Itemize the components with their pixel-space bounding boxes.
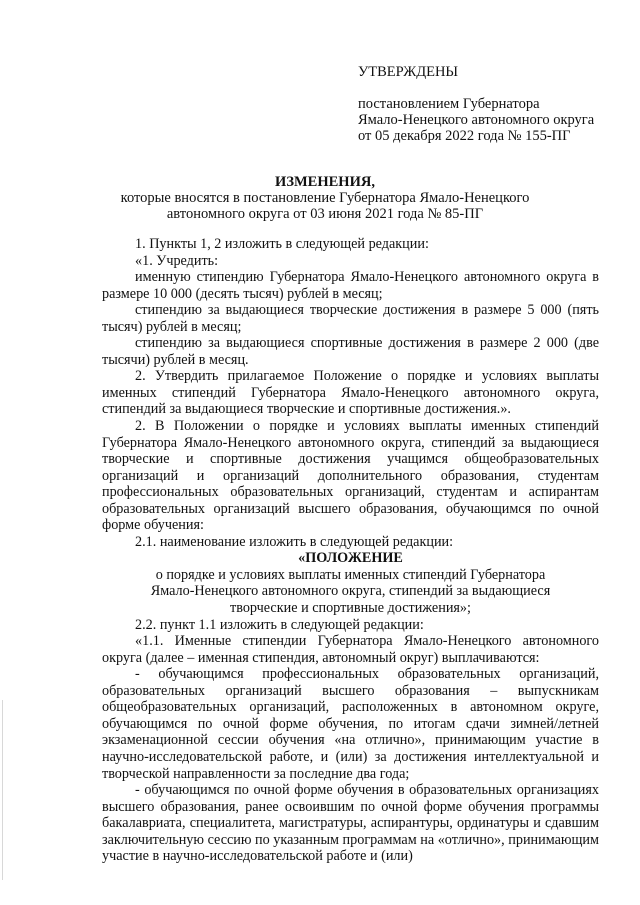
paragraph: 1. Пункты 1, 2 изложить в следующей редакции: — [135, 236, 429, 252]
paragraph: именную стипендию Губернатора Ямало-Ненецкого автономного округа в размере 10 000 (десять тысяч) рублей в месяц; — [102, 269, 599, 302]
paragraph: «1.1. Именные стипендии Губернатора Ямало-Ненецкого автономного округа (далее – именная стипендия, автономный округ) выплачиваются: — [102, 633, 599, 666]
paragraph: 2.1. наименование изложить в следующей редакции: — [135, 533, 454, 550]
paragraph: - обучающимся по очной форме обучения в образовательных организациях высшего образования, ранее освоившим по очной форме обучения программы бакалавриата, специалитета, магистратуры, аспирантуры, ординатуры и сдавшим заключительную сессию по указанным программам на «отлично», принимающим участие в научно-исследовательской работе и (или) — [102, 782, 599, 865]
approval-line: постановлением Губернатора — [358, 96, 540, 112]
paragraph: - обучающимся профессиональных образовательных организаций, образовательных организаций высшего образования – выпускникам общеобразовательных организаций, расположенных в автономном округе, обучающимся по очной форме обучения, по итогам сдачи зимней/летней экзаменационной сессии обучения «на отлично», принимающим участие в научно-исследовательской работе, и (или) за достижения интеллектуальной и творческой направленности за последние два года; — [102, 666, 599, 782]
title-main: ИЗМЕНЕНИЯ, — [275, 174, 375, 190]
paragraph: 2. Утвердить прилагаемое Положение о порядке и условиях выплаты именных стипендий Губернатора Ямало-Ненецкого автономного округа, стипендий за выдающиеся творческие и спортивные достижения.». — [102, 368, 599, 418]
paragraph: «1. Учредить: — [135, 252, 219, 269]
approval-heading: УТВЕРЖДЕНЫ — [358, 64, 459, 80]
position-title-line: творческие и спортивные достижения»; — [230, 600, 471, 617]
title-subtitle-line: автономного округа от 03 июня 2021 года № 85-ПГ — [166, 206, 484, 222]
approval-line: от 05 декабря 2022 года № 155-ПГ — [358, 128, 571, 144]
document-body — [102, 236, 599, 865]
paragraph: стипендию за выдающиеся творческие достижения в размере 5 000 (пять тысяч) рублей в месяц; — [102, 302, 599, 335]
document-title — [60, 174, 590, 222]
title-subtitle-line: которые вносятся в постановление Губернатора Ямало-Ненецкого — [120, 190, 530, 206]
paragraph: 2. В Положении о порядке и условиях выплаты именных стипендий Губернатора Ямало-Ненецкого автономного округа, стипендий за выдающиеся творческие и спортивные достижения учащимся общеобразовательных организаций и организаций дополнительного образования, студентам профессиональных образовательных организаций, студентам и аспирантам образовательных организаций высшего образования, обучающимся по очной форме обучения: — [102, 418, 599, 534]
paragraph: стипендию за выдающиеся спортивные достижения в размере 2 000 (две тысячи) рублей в месяц. — [102, 335, 599, 368]
approval-line: Ямало-Ненецкого автономного округа — [358, 112, 595, 128]
approval-block — [358, 64, 594, 144]
paragraph: 2.2. пункт 1.1 изложить в следующей редакции: — [135, 616, 424, 633]
scan-edge-line — [2, 700, 3, 880]
position-title-line: Ямало-Ненецкого автономного округа, стипендий за выдающиеся — [150, 583, 551, 600]
position-title-line: о порядке и условиях выплаты именных стипендий Губернатора — [155, 566, 546, 583]
position-title: «ПОЛОЖЕНИЕ — [298, 550, 403, 567]
